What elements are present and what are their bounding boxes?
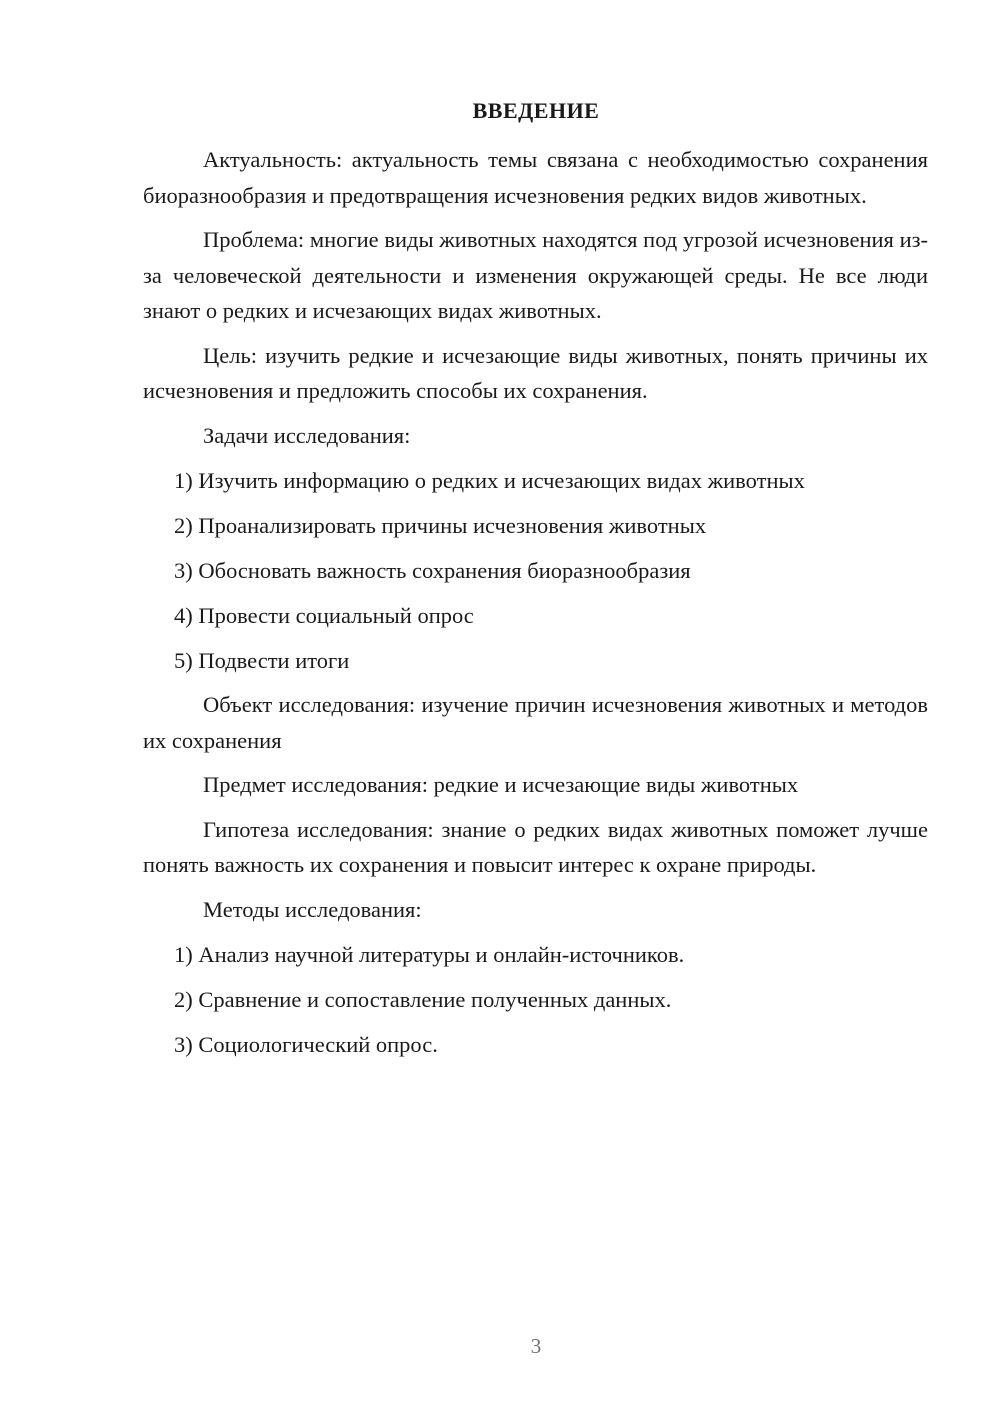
problem-paragraph: Проблема: многие виды животных находятся под угрозой исчезновения из-за человеческой деятельности и изменения окружающей среды. Не все люди знают о редких и исчезающих видах животных. (143, 227, 928, 323)
method-item: 1) Анализ научной литературы и онлайн-источников. (174, 941, 685, 967)
hypothesis-paragraph: Гипотеза исследования: знание о редких видах животных поможет лучше понять важность их сохранения и повысит интерес к охране природы. (143, 816, 928, 877)
task-item: 5) Подвести итоги (174, 647, 350, 673)
task-item: 4) Провести социальный опрос (174, 602, 474, 628)
method-item: 3) Социологический опрос. (174, 1031, 438, 1057)
task-item: 1) Изучить информацию о редких и исчезающих видах животных (174, 467, 805, 493)
subject-paragraph: Предмет исследования: редкие и исчезающие виды животных (203, 772, 799, 797)
methods-heading: Методы исследования: (203, 896, 422, 922)
page-number: 3 (530, 1334, 542, 1358)
section-title: ВВЕДЕНИЕ (472, 98, 600, 123)
task-item: 2) Проанализировать причины исчезновения животных (174, 512, 707, 538)
intro-body (143, 142, 928, 1062)
task-item: 3) Обосновать важность сохранения биоразнообразия (174, 557, 691, 583)
method-item: 2) Сравнение и сопоставление полученных данных. (174, 986, 672, 1012)
relevance-paragraph: Актуальность: актуальность темы связана с необходимостью сохранения биоразнообразия и предотвращения исчезновения редких видов животных. (143, 147, 928, 208)
goal-paragraph: Цель: изучить редкие и исчезающие виды животных, понять причины их исчезновения и предложить способы их сохранения. (143, 342, 928, 403)
object-paragraph: Объект исследования: изучение причин исчезновения животных и методов их сохранения (143, 692, 928, 753)
tasks-heading: Задачи исследования: (203, 422, 411, 448)
